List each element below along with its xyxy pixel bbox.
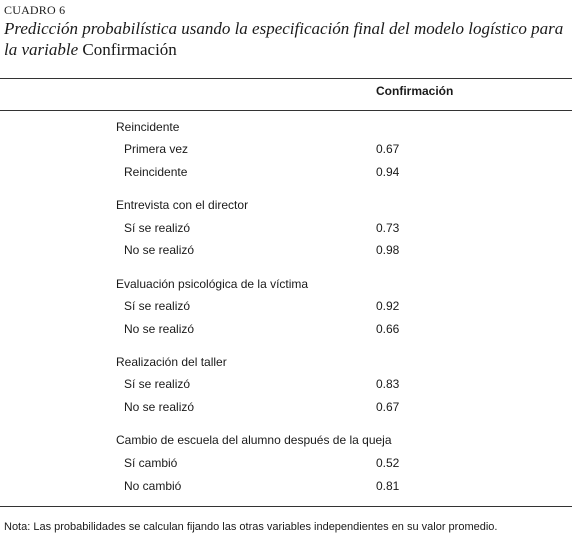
row-value: 0.66 <box>376 322 400 336</box>
row-label: No se realizó <box>124 400 195 414</box>
group-heading: Realización del taller <box>116 355 227 369</box>
row-label: Reincidente <box>124 165 188 179</box>
row-value: 0.52 <box>376 456 400 470</box>
top-rule <box>0 78 572 79</box>
row-value: 0.92 <box>376 299 400 313</box>
row-label: No cambió <box>124 479 182 493</box>
row-value: 0.98 <box>376 243 400 257</box>
row-value: 0.67 <box>376 400 400 414</box>
group-heading: Entrevista con el director <box>116 198 249 212</box>
row-value: 0.81 <box>376 479 400 493</box>
bottom-rule <box>0 506 572 507</box>
row-value: 0.94 <box>376 165 400 179</box>
group-heading: Reincidente <box>116 120 180 134</box>
header-rule <box>0 110 572 111</box>
row-label: Sí se realizó <box>124 221 191 235</box>
row-label: Sí cambió <box>124 456 178 470</box>
table-note: Nota: Las probabilidades se calculan fijando las otras variables independientes en su valor promedio. <box>4 521 498 533</box>
row-label: Primera vez <box>124 142 189 156</box>
row-label: Sí se realizó <box>124 299 191 313</box>
row-label: Sí se realizó <box>124 377 191 391</box>
column-header: Confirmación <box>376 84 454 98</box>
row-value: 0.83 <box>376 377 400 391</box>
group-heading: Evaluación psicológica de la víctima <box>116 277 309 291</box>
row-value: 0.73 <box>376 221 400 235</box>
row-label: No se realizó <box>124 322 195 336</box>
table-title-text: Predicción probabilística usando la especificación final del modelo logístico para la variable <box>4 19 564 59</box>
table-label: CUADRO 6 <box>4 3 66 17</box>
group-heading: Cambio de escuela del alumno después de la queja <box>116 433 392 447</box>
row-value: 0.67 <box>376 142 400 156</box>
table-title <box>4 18 569 60</box>
table-title-variable: Confirmación <box>82 40 177 59</box>
row-label: No se realizó <box>124 243 195 257</box>
